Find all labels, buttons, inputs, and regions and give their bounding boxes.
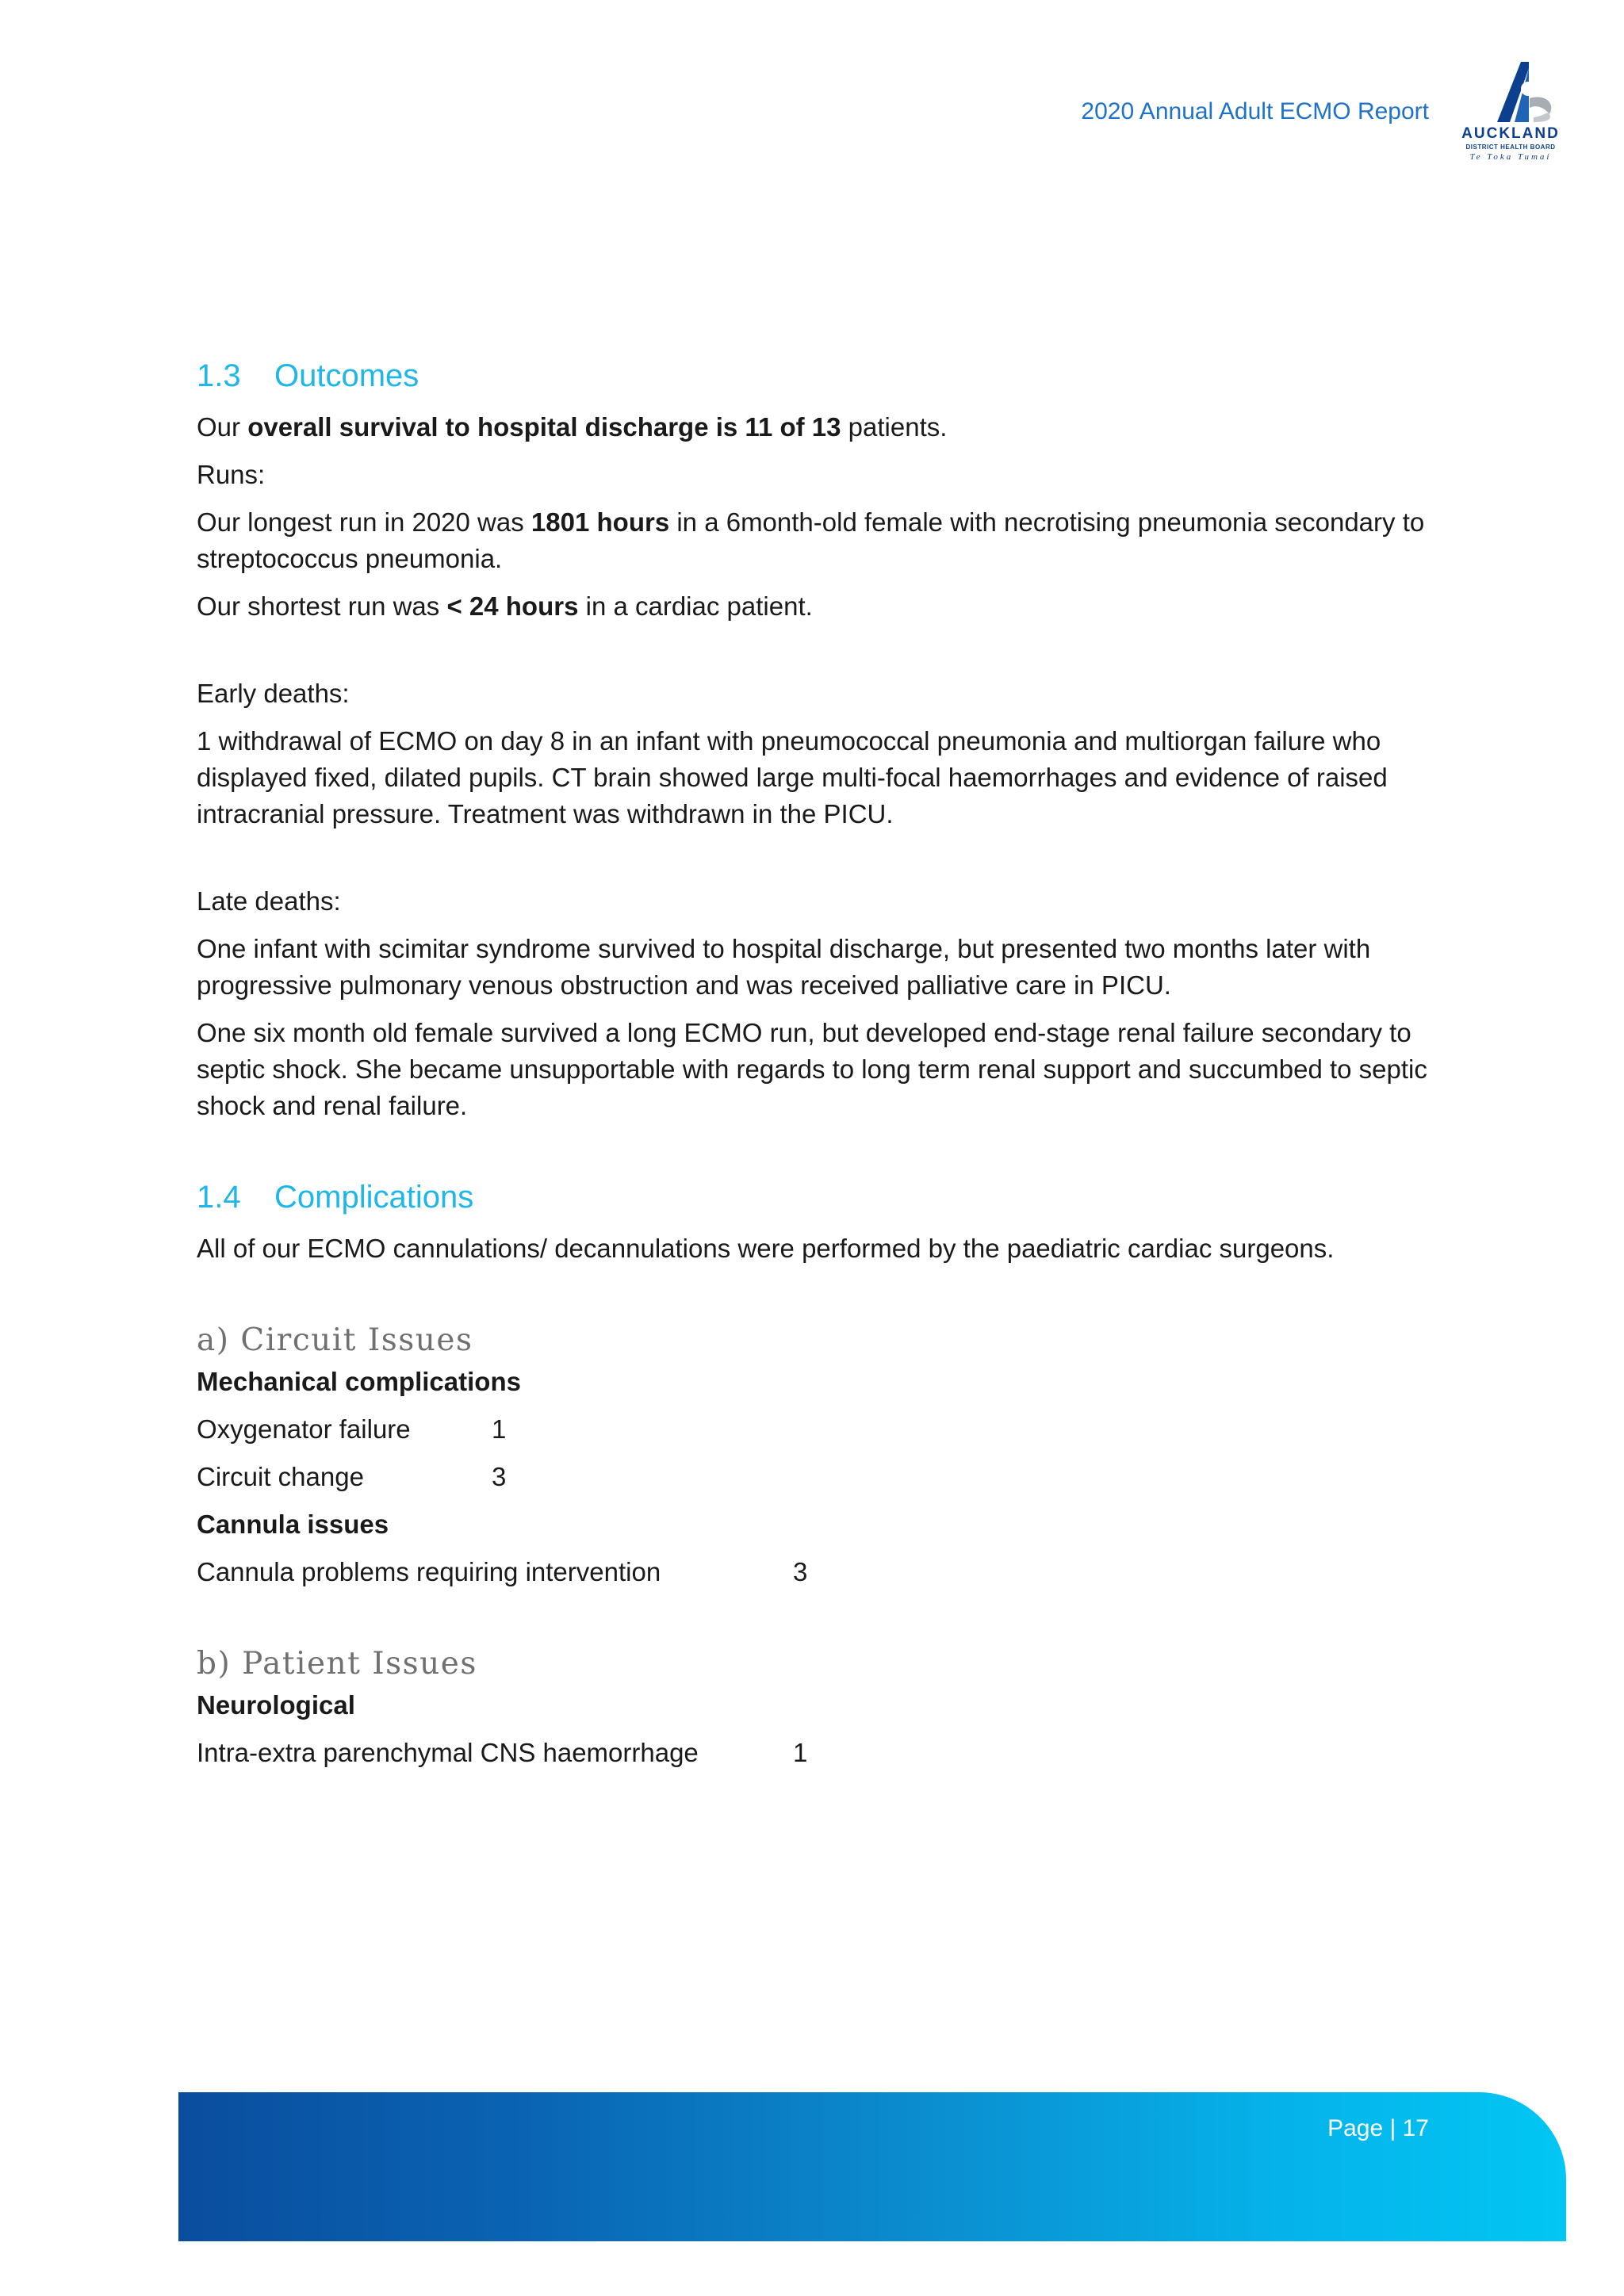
page-content [197,354,1434,1771]
logo-mark-icon [1451,62,1570,125]
late-deaths-paragraph-1: One infant with scimitar syndrome survived to hospital discharge, but presented two months later with progressive pulmonary venous obstruction and was received palliative care in PICU. [197,934,1371,1000]
oxygenator-failure-label: Oxygenator failure [197,1414,411,1444]
longest-run-paragraph: Our longest run in 2020 was 1801 hours in a 6month-old female with necrotising pneumonia secondary to streptococcus pneumonia. [197,507,1425,573]
circuit-change-count: 3 [492,1462,507,1491]
runs-label: Runs: [197,460,266,489]
section-title: Complications [274,1180,474,1215]
auckland-dhb-logo [1451,62,1570,165]
section-number: 1.3 [197,358,241,393]
late-deaths-paragraph-2: One six month old female survived a long ECMO run, but developed end-stage renal failure secondary to septic shock. She became unsupportable with regards to long term renal support and succumbed to septic shock and renal failure. [197,1018,1427,1120]
early-deaths-paragraph: 1 withdrawal of ECMO on day 8 in an infant with pneumococcal pneumonia and multiorgan failure who displayed fixed, dilated pupils. CT brain showed large multi-focal haemorrhages and evidence of raised intracranial pressure. Treatment was withdrawn in the PICU. [197,726,1388,828]
logo-subtitle: DISTRICT HEALTH BOARD [1465,144,1556,151]
cannula-issues-label: Cannula issues [197,1510,389,1539]
report-title: 2020 Annual Adult ECMO Report [1081,98,1429,124]
circuit-change-label: Circuit change [197,1462,364,1491]
early-deaths-label: Early deaths: [197,679,350,708]
complications-intro: All of our ECMO cannulations/ decannulations were performed by the paediatric cardiac surgeons. [197,1234,1335,1263]
oxygenator-failure-row [197,1411,1434,1448]
logo-wordmark: AUCKLAND [1461,125,1560,142]
mechanical-complications-label: Mechanical complications [197,1367,521,1396]
cns-haemorrhage-label: Intra-extra parenchymal CNS haemorrhage [197,1738,699,1767]
survival-highlight: overall survival to hospital discharge is 11 of 13 [247,412,841,442]
subheading-circuit-issues: a) Circuit Issues [197,1322,473,1358]
logo-maori-name: Te Toka Tumai [1469,152,1552,162]
shortest-run-paragraph: Our shortest run was < 24 hours in a cardiac patient. [197,591,813,621]
section-number: 1.4 [197,1180,241,1215]
cannula-problems-row [197,1554,1434,1590]
cns-haemorrhage-row [197,1735,1434,1771]
survival-paragraph: Our overall survival to hospital discharge is 11 of 13 patients. [197,412,948,442]
section-title: Outcomes [274,358,419,393]
subheading-patient-issues: b) Patient Issues [197,1646,477,1682]
oxygenator-failure-count: 1 [492,1414,507,1444]
late-deaths-label: Late deaths: [197,886,341,916]
circuit-change-row [197,1459,1434,1495]
cannula-problems-label: Cannula problems requiring intervention [197,1557,661,1586]
longest-run-hours: 1801 hours [530,507,670,537]
neurological-label: Neurological [197,1690,355,1720]
page-number: Page | 17 [1327,2115,1429,2141]
section-heading-complications [197,1175,1434,1219]
cns-haemorrhage-count: 1 [793,1738,808,1767]
shortest-run-hours: < 24 hours [446,591,579,621]
cannula-problems-count: 3 [793,1557,808,1586]
section-heading-outcomes [197,354,1434,398]
